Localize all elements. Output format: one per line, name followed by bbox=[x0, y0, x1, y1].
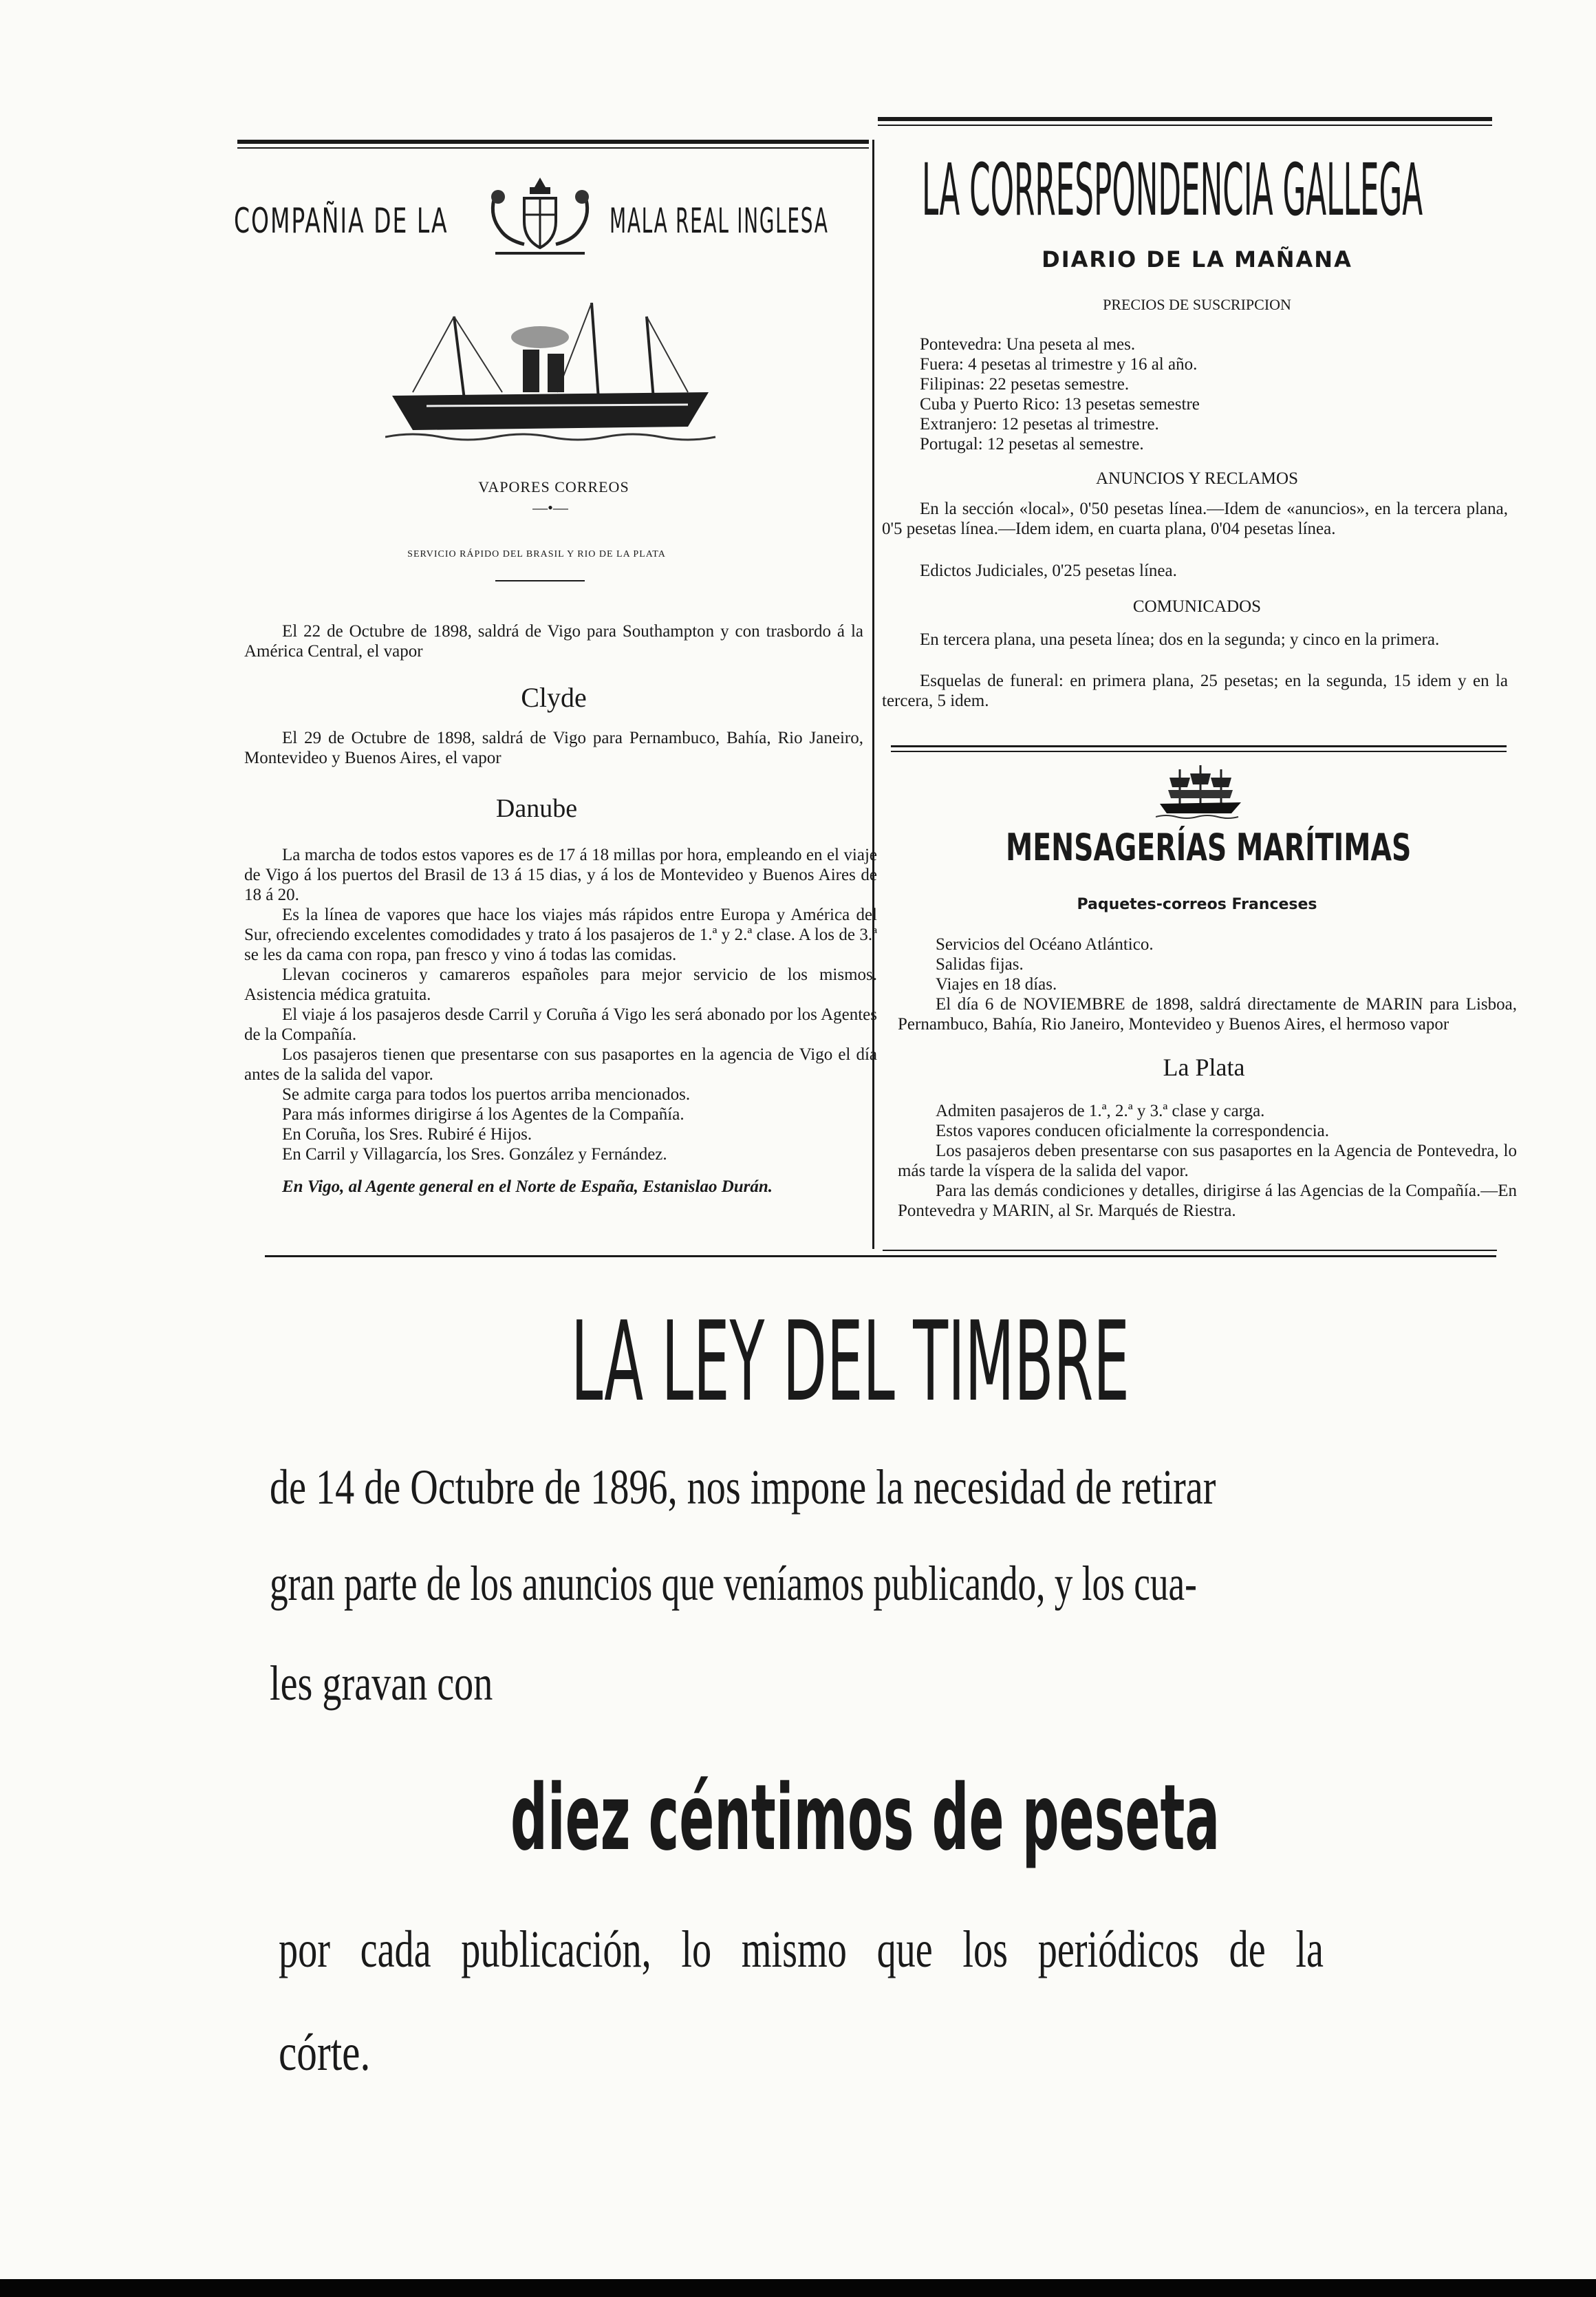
mensajerias-title: MENSAGERÍAS MARÍTIMAS bbox=[1006, 826, 1412, 867]
coruna-agent-text: En Coruña, los Sres. Rubiré é Hijos. bbox=[282, 1125, 532, 1144]
vigo-agent-text: En Vigo, al Agente general en el Norte de España, Estanislao Durán. bbox=[282, 1177, 773, 1196]
servicios-text: Servicios del Océano Atlántico. bbox=[936, 935, 1154, 954]
notice-title: LA LEY DEL TIMBRE bbox=[571, 1297, 1130, 1426]
cargo-text: Se admite carga para todos los puertos arriba mencionados. bbox=[282, 1085, 691, 1104]
service-details bbox=[244, 845, 877, 1197]
notice-line-5: córte. bbox=[279, 2024, 371, 2082]
precio-item: Extranjero: 12 pesetas al trimestre. bbox=[920, 415, 1159, 434]
noviembre-departure-text: El día 6 de NOVIEMBRE de 1898, saldrá directamente de MARIN para Lisboa, Pernambuco, Bahía, Rio Janeiro, Montevideo y Buenos Aires, el hermoso vapor bbox=[898, 995, 1517, 1034]
correspondencia-text: Estos vapores conducen oficialmente la correspondencia. bbox=[936, 1122, 1329, 1140]
section-rule-thin bbox=[891, 751, 1507, 752]
precio-item: Filipinas: 22 pesetas semestre. bbox=[920, 375, 1130, 394]
salidas-text: Salidas fijas. bbox=[936, 955, 1024, 974]
precio-item: Cuba y Puerto Rico: 13 pesetas semestre bbox=[920, 395, 1200, 414]
ship-name-la-plata: La Plata bbox=[1163, 1054, 1245, 1081]
vapores-correos-heading: VAPORES CORREOS bbox=[478, 478, 629, 495]
precio-item: Fuera: 4 pesetas al trimestre y 16 al año. bbox=[920, 355, 1198, 374]
coat-of-arms-icon bbox=[482, 172, 598, 261]
company-name-right: MALA REAL INGLESA bbox=[610, 201, 829, 241]
anuncios-rates: En la sección «local», 0'50 pesetas línea.—Idem de «anuncios», en la tercera plana, 0'5 pesetas línea.—Idem idem, en cuarta plana, 0'04 pesetas línea. bbox=[882, 500, 1508, 538]
anuncios-heading: ANUNCIOS Y RECLAMOS bbox=[1095, 469, 1298, 488]
viajes-text: Viajes en 18 días. bbox=[936, 975, 1057, 994]
section-rule bbox=[891, 745, 1507, 747]
esquelas-rates: Esquelas de funeral: en primera plana, 25 pesetas; en la segunda, 15 idem y en la tercera, 5 idem. bbox=[882, 672, 1508, 710]
servicio-underline bbox=[495, 580, 585, 581]
steamship-icon bbox=[385, 296, 722, 447]
info-text: Para más informes dirigirse á los Agentes de la Compañía. bbox=[282, 1105, 684, 1124]
ship-name-danube: Danube bbox=[495, 794, 578, 823]
scan-bottom-edge bbox=[0, 2279, 1596, 2297]
notice-line-3: les gravan con bbox=[270, 1656, 493, 1711]
servicio-heading: SERVICIO RÁPIDO DEL BRASIL Y RIO DE LA PLATA bbox=[407, 549, 666, 559]
staff-text: Llevan cocineros y camareros españoles para mejor servicio de los mismos. Asistencia médica gratuita. bbox=[244, 965, 877, 1004]
bottom-rule bbox=[265, 1255, 1496, 1257]
condiciones-text: Para las demás condiciones y detalles, dirigirse á las Agencias de la Compañía.—En Pontevedra y MARIN, al Sr. Marqués de Riestra. bbox=[898, 1182, 1517, 1220]
precios-list bbox=[920, 334, 1443, 454]
notice-line-1: de 14 de Octubre de 1896, nos impone la necesidad de retirar bbox=[270, 1460, 1216, 1515]
precio-item: Portugal: 12 pesetas al semestre. bbox=[920, 435, 1144, 453]
notice-line-4: por cada publicación, lo mismo que los periódicos de la bbox=[279, 1921, 1324, 1978]
top-rule-right-thin bbox=[878, 125, 1492, 126]
mensajerias-conditions bbox=[898, 1101, 1517, 1221]
comunicados-rates: En tercera plana, una peseta línea; dos en la segunda; y cinco en la primera. bbox=[920, 630, 1440, 649]
comfort-text: Es la línea de vapores que hace los viajes más rápidos entre Europa y América del Sur, ofreciendo excelentes comodidades y trato á los pasajeros de 1.ª y 2.ª clase. A los de 3.ª se les da cama con ropa, pan fresco y vino á todas las comidas. bbox=[244, 906, 877, 964]
sailing-ship-icon bbox=[1156, 764, 1245, 819]
admiten-text: Admiten pasajeros de 1.ª, 2.ª y 3.ª clase y carga. bbox=[936, 1102, 1265, 1120]
top-rule-left-thin bbox=[237, 147, 869, 149]
clyde-departure-text: El 22 de Octubre de 1898, saldrá de Vigo para Southampton y con trasbordo á la América Central, el vapor bbox=[244, 622, 863, 661]
danube-departure-text: El 29 de Octubre de 1898, saldrá de Vigo para Pernambuco, Bahía, Rio Janeiro, Montevideo y Buenos Aires, el vapor bbox=[244, 729, 863, 767]
pasaportes-text: Los pasajeros deben presentarse con sus pasaportes en la Agencia de Pontevedra, lo más tarde la víspera de la salida del vapor. bbox=[898, 1142, 1517, 1180]
paquetes-subtitle: Paquetes-correos Franceses bbox=[1077, 896, 1317, 913]
precio-item: Pontevedra: Una peseta al mes. bbox=[920, 335, 1136, 354]
company-name-left: COMPAÑIA DE LA bbox=[234, 201, 449, 241]
masthead: LA CORRESPONDENCIA GALLEGA bbox=[922, 148, 1423, 231]
bottom-rule-right bbox=[883, 1250, 1497, 1251]
ship-name-clyde: Clyde bbox=[521, 682, 587, 713]
carril-agent-text: En Carril y Villagarcía, los Sres. González y Fernández. bbox=[282, 1145, 667, 1164]
travel-refund-text: El viaje á los pasajeros desde Carril y Coruña á Vigo les será abonado por los Agentes de la Compañía. bbox=[244, 1005, 877, 1044]
diario-subtitle: DIARIO DE LA MAÑANA bbox=[1042, 246, 1352, 273]
top-rule-right bbox=[878, 117, 1492, 121]
notice-big-amount: diez céntimos de peseta bbox=[510, 1765, 1220, 1868]
heading-dash: —•— bbox=[532, 499, 568, 516]
top-rule-left bbox=[237, 140, 869, 144]
speed-text: La marcha de todos estos vapores es de 17 á 18 millas por hora, empleando en el viaje de Vigo á los puertos del Brasil de 13 á 15 dias, y á los de Montevideo y Buenos Aires de 18 á 20. bbox=[244, 846, 877, 904]
precios-heading: PRECIOS DE SUSCRIPCION bbox=[1103, 296, 1291, 313]
edictos-rate: Edictos Judiciales, 0'25 pesetas línea. bbox=[920, 562, 1177, 580]
comunicados-heading: COMUNICADOS bbox=[1132, 597, 1262, 616]
notice-line-2: gran parte de los anuncios que veníamos publicando, y los cua- bbox=[270, 1556, 1197, 1611]
passport-text: Los pasajeros tienen que presentarse con sus pasaportes en la agencia de Vigo el día antes de la salida del vapor. bbox=[244, 1045, 877, 1084]
mensajerias-text bbox=[898, 934, 1517, 1034]
